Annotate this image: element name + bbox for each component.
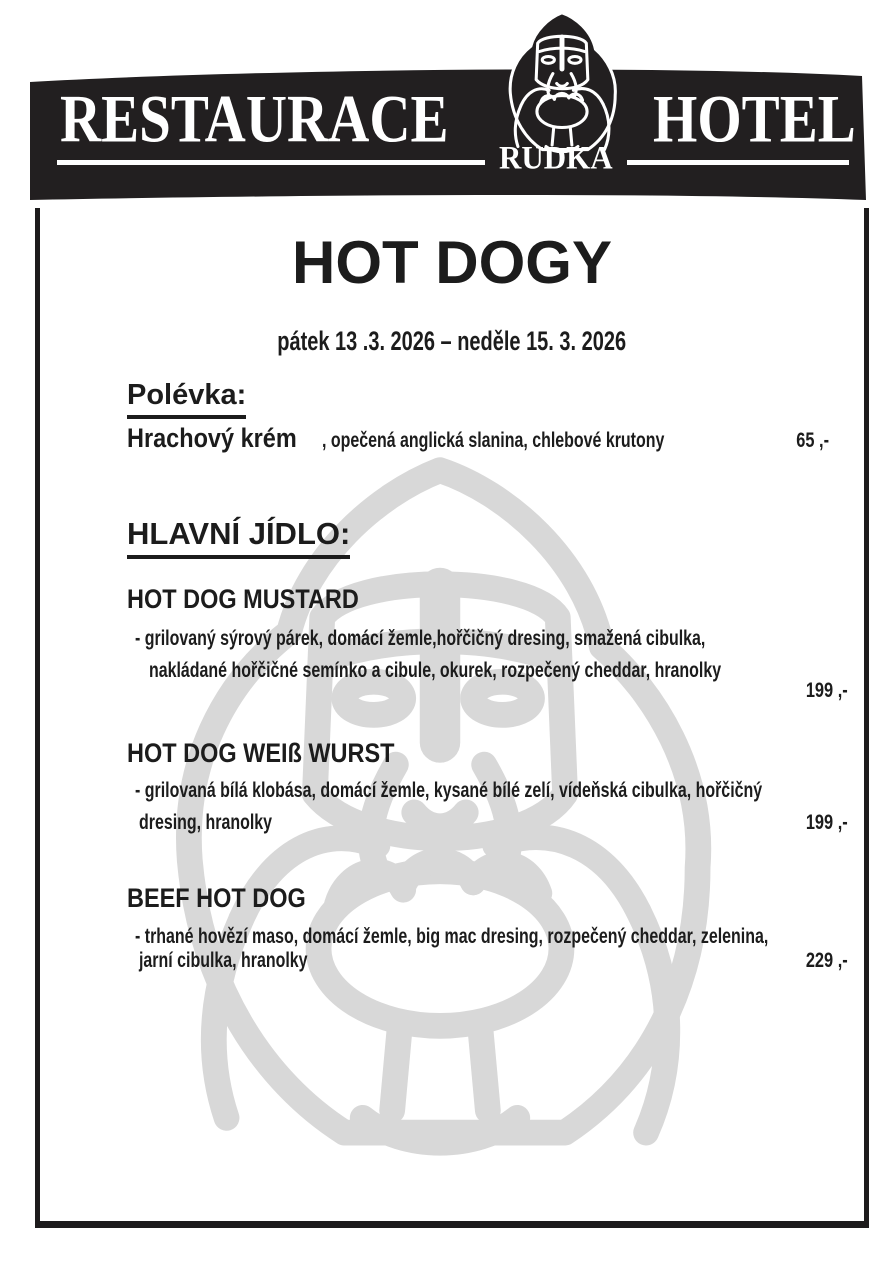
item-price-row	[127, 679, 848, 703]
banner-restaurace: RESTAURACE	[60, 82, 449, 157]
page-border-left	[35, 208, 40, 1228]
item-price: 229 ,-	[806, 949, 848, 972]
banner-rudka: RUDKA	[499, 139, 613, 176]
item-description-line: - grilovaný sýrový párek, domácí žemle,hořčičný dresing, smažená cibulka,	[135, 627, 706, 650]
item-description-line: - grilovaná bílá klobása, domácí žemle, kysané bílé zelí, vídeňská cibulka, hořčičný	[135, 779, 763, 802]
item-description-price-row	[127, 949, 848, 973]
banner-divider-left	[57, 160, 485, 165]
banner-divider-right	[627, 160, 849, 165]
item-price: 65 ,-	[796, 429, 829, 452]
item-name-mustard: HOT DOG MUSTARD	[127, 584, 359, 614]
item-price: 199 ,-	[806, 679, 848, 702]
item-description-price-row	[127, 811, 848, 835]
menu-title: HOT DOGY	[291, 229, 612, 296]
section-heading-mains: HLAVNÍ JÍDLO:	[127, 516, 350, 559]
page-border-bottom	[35, 1221, 869, 1228]
item-name-weiss-wurst: HOT DOG WEIß WURST	[127, 738, 395, 768]
menu-item-soup	[127, 423, 848, 454]
item-description-line: - trhané hovězí maso, domácí žemle, big mac dresing, rozpečený cheddar, zelenina,	[135, 925, 769, 948]
item-description-line: nakládané hořčičné semínko a cibule, okurek, rozpečený cheddar, hranolky	[149, 659, 722, 682]
banner-hotel: HOTEL	[653, 82, 856, 157]
item-name-beef: BEEF HOT DOG	[127, 883, 306, 913]
item-price: 199 ,-	[806, 811, 848, 834]
section-heading-soup: Polévka:	[127, 379, 246, 419]
item-description: , opečená anglická slanina, chlebové krutony	[322, 429, 665, 452]
item-description: dresing, hranolky	[139, 811, 273, 834]
menu-date-range: pátek 13 .3. 2026 – neděle 15. 3. 2026	[277, 326, 627, 356]
page-border-right	[864, 208, 869, 1228]
item-description: jarní cibulka, hranolky	[139, 949, 308, 972]
item-name: Hrachový krém	[127, 423, 297, 453]
